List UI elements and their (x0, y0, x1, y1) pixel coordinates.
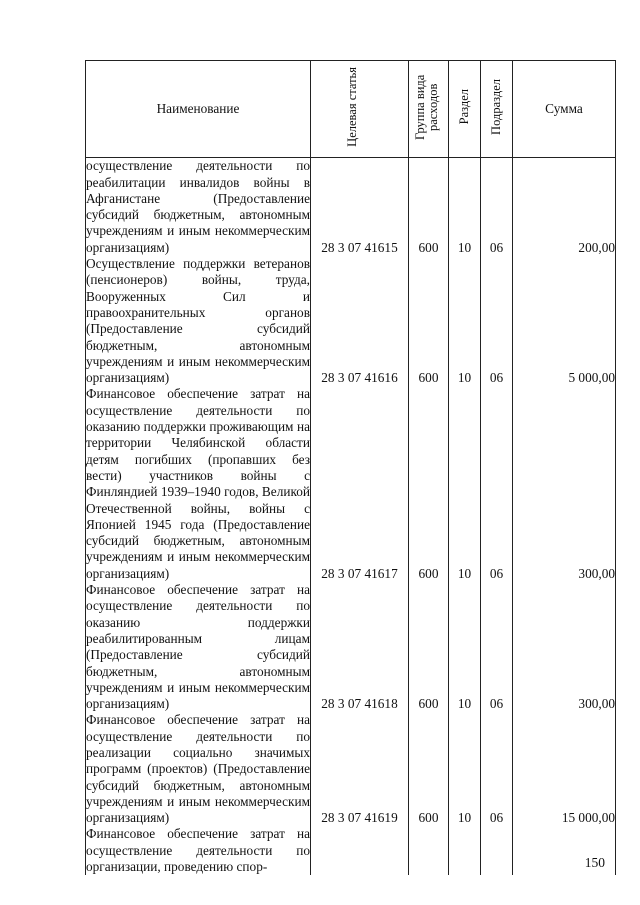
row-target-article: 28 3 07 41616 (311, 256, 409, 386)
row-name: Финансовое обеспечение затрат на осуществление деятельности по оказанию поддержки проживающим на территории Челябинской области детям погибших (пропавших без вести) участников войны с Финляндией 1939–1940 годов, Великой Отечественной войны, войны с Японией 1945 года (Предоставление субсидий бюджетным, автономным учреждениям и иным некоммерческим организациям) (86, 386, 310, 581)
row-subsection: 06 (481, 386, 513, 582)
row-target-article: 28 3 07 41617 (311, 386, 409, 582)
row-subsection: 06 (481, 712, 513, 826)
header-target-article: Целевая статья (344, 67, 359, 147)
table-row (86, 386, 616, 582)
table-row (86, 712, 616, 826)
row-section: 10 (449, 158, 481, 256)
page-number: 150 (584, 855, 605, 870)
row-name: осуществление деятельности по реабилитации инвалидов войны в Афганистане (Предоставление субсидий бюджетным, автономным учреждениям и иным некоммерческим организациям) (86, 158, 310, 255)
row-name: Финансовое обеспечение затрат на осуществление деятельности по оказанию поддержки реабилитированным лицам (Предоставление субсидий бюджетным, автономным учреждениям и иным некоммерческим организациям) (86, 582, 310, 712)
table-row (86, 256, 616, 386)
table-row (86, 582, 616, 712)
row-target-article (311, 826, 409, 875)
row-expense-group: 600 (409, 256, 449, 386)
budget-table (85, 60, 616, 875)
row-expense-group: 600 (409, 158, 449, 256)
row-amount: 300,00 (513, 582, 616, 712)
row-expense-group (409, 826, 449, 875)
row-amount: 200,00 (513, 158, 616, 256)
row-amount: 5 000,00 (513, 256, 616, 386)
row-section: 10 (449, 386, 481, 582)
header-expense-group: Группа вида расходов (412, 74, 440, 140)
row-name: Финансовое обеспечение затрат на осуществление деятельности по реализации социально значимых программ (проектов) (Предоставление субсидий бюджетным, автономным учреждениям и иным некоммерческим организациям) (86, 712, 310, 826)
row-amount: 300,00 (513, 386, 616, 582)
row-section: 10 (449, 712, 481, 826)
row-subsection: 06 (481, 582, 513, 712)
header-subsection: Подраздел (489, 79, 503, 135)
table-row (86, 826, 616, 875)
row-target-article: 28 3 07 41619 (311, 712, 409, 826)
row-expense-group: 600 (409, 386, 449, 582)
row-name: Осуществление поддержки ветеранов (пенсионеров) войны, труда, Вооруженных Сил и правоохранительных органов (Предоставление субсидий бюджетным, автономным учреждениям и иным некоммерческим организациям) (86, 256, 310, 386)
row-section: 10 (449, 256, 481, 386)
row-section (449, 826, 481, 875)
header-amount: Сумма (513, 61, 616, 158)
row-section: 10 (449, 582, 481, 712)
row-subsection: 06 (481, 256, 513, 386)
row-name: Финансовое обеспечение затрат на осуществление деятельности по организации, проведению спор- (86, 826, 310, 875)
row-target-article: 28 3 07 41615 (311, 158, 409, 256)
row-subsection: 06 (481, 158, 513, 256)
table-header-row (86, 61, 616, 158)
row-expense-group: 600 (409, 582, 449, 712)
row-amount: 15 000,00 (513, 712, 616, 826)
row-subsection (481, 826, 513, 875)
header-name: Наименование (86, 61, 311, 158)
header-section: Раздел (457, 89, 471, 125)
row-expense-group: 600 (409, 712, 449, 826)
table-row (86, 158, 616, 256)
row-target-article: 28 3 07 41618 (311, 582, 409, 712)
